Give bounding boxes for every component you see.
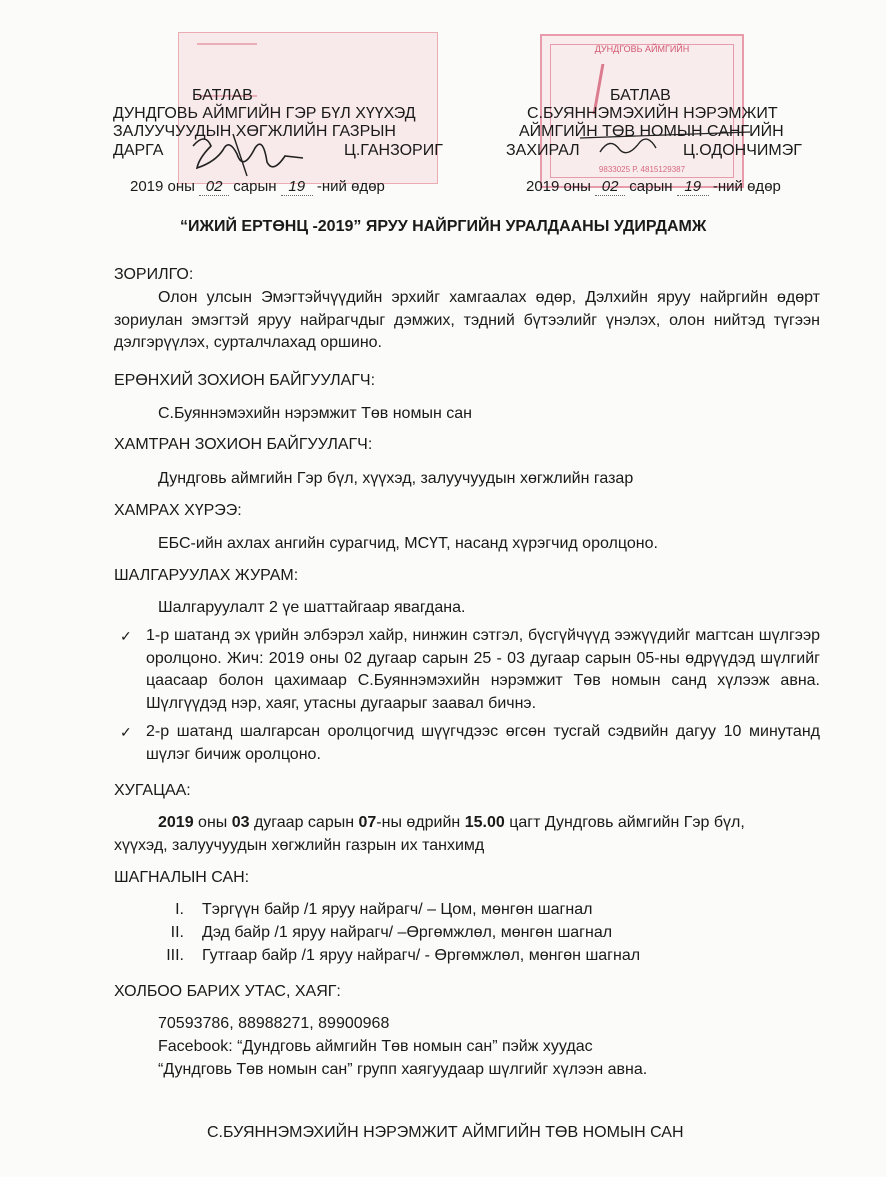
- selection-item-1: 1-р шатанд эх үрийн элбэрэл хайр, нинжин сэтгэл, бүсгүйчүүд ээжүүдийг магтсан шүлгээр оролцоно. Жич: 2019 оны 02 дугаар сарын 25 - 03 дугаар сарын 05-ны өдрүүдэд шүлгийг цаасаар болон цахимаар С.Буяннэмэхийн нэрэмжит Төв номын санд хүлээж авна. Шүлгүүдэд нэр, хаяг, утасны дугаарыг заавал бичнэ.: [146, 627, 820, 712]
- selection-intro: Шалгаруулалт 2 үе шаттайгаар явагдана.: [158, 599, 466, 616]
- document-title: “ИЖИЙ ЕРТӨНЦ -2019” ЯРУУ НАЙРГИЙН УРАЛДААНЫ УДИРДАМЖ: [180, 218, 707, 235]
- contact-group: “Дундговь Төв номын сан” групп хаягуудаар шүлгийг хүлээн авна.: [158, 1061, 648, 1078]
- approval-left-role: ДАРГА: [113, 142, 164, 159]
- stamp-text: ДУНДГОВЬ АЙМГИЙН: [594, 44, 690, 54]
- prize-item: I. Тэргүүн байр /1 яруу найрагч/ – Цом, мөнгөн шагнал: [175, 901, 593, 918]
- contact-heading: ХОЛБОО БАРИХ УТАС, ХАЯГ:: [114, 983, 341, 1000]
- approval-left-title: БАТЛАВ: [192, 87, 253, 104]
- approval-right-role: ЗАХИРАЛ: [506, 142, 580, 159]
- left-signature: [185, 128, 315, 180]
- selection-heading: ШАЛГАРУУЛАХ ЖУРАМ:: [114, 567, 299, 584]
- prize-item: II. Дэд байр /1 яруу найрагч/ –Өргөмжлөл, мөнгөн шагнал: [170, 924, 613, 941]
- time-heading: ХУГАЦАА:: [114, 782, 191, 799]
- checkmark-icon: ✓: [120, 628, 132, 644]
- co-organizer-heading: ХАМТРАН ЗОХИОН БАЙГУУЛАГЧ:: [114, 436, 373, 453]
- goal-text: Олон улсын Эмэгтэйчүүдийн эрхийг хамгаалах өдөр, Дэлхийн яруу найргийн өдөрт зориулан эмэгтэй яруу найрагчдыг дэмжих, тэдний бүтээлийг үнэлэх, олон нийтэд түгээн дэлгэрүүлэх, сурталчлахад оршино.: [114, 289, 820, 351]
- goal-heading: ЗОРИЛГО:: [114, 266, 194, 283]
- approval-right-name: Ц.ОДОНЧИМЭГ: [683, 142, 802, 159]
- approval-right-date: 2019 оны 02 сарын 19 -ний өдөр: [526, 178, 781, 195]
- approval-left-name: Ц.ГАНЗОРИГ: [344, 142, 443, 159]
- right-signature: [580, 122, 760, 162]
- co-organizer-text: Дундговь аймгийн Гэр бүл, хүүхэд, залуучуудын хөгжлийн газар: [158, 470, 634, 487]
- approval-right-line1: С.БУЯННЭМЭХИЙН НЭРЭМЖИТ: [527, 105, 778, 122]
- organizer-text: С.Буяннэмэхийн нэрэмжит Төв номын сан: [158, 405, 472, 422]
- selection-item-2: 2-р шатанд шалгарсан оролцогчид шүүгчдээс өгсөн тусгай сэдвийн дагуу 10 минутанд шүлэг бичиж оролцоно.: [146, 723, 820, 763]
- checkmark-icon: ✓: [120, 724, 132, 740]
- contact-facebook: Facebook: “Дундговь аймгийн Төв номын сан” пэйж хуудас: [158, 1038, 593, 1055]
- approval-right-title: БАТЛАВ: [610, 87, 671, 104]
- prize-item: III. Гутгаар байр /1 яруу найрагч/ - Өргөмжлөл, мөнгөн шагнал: [166, 947, 641, 964]
- time-line1: 2019 оны 03 дугаар сарын 07-ны өдрийн 15.00 цагт Дундговь аймгийн Гэр бүл,: [158, 814, 745, 831]
- time-line2: хүүхэд, залуучуудын хөгжлийн газрын их танхимд: [114, 837, 485, 854]
- approval-left-line1: ДУНДГОВЬ АЙМГИЙН ГЭР БҮЛ ХҮҮХЭД: [113, 105, 416, 122]
- footer-org: С.БУЯННЭМЭХИЙН НЭРЭМЖИТ АЙМГИЙН ТӨВ НОМЫН САН: [207, 1124, 684, 1141]
- stamp-number: 9833025 Р. 4815129387: [598, 165, 686, 174]
- approval-left-line2: ЗАЛУУЧУУДЫН ХӨГЖЛИЙН ГАЗРЫН: [113, 123, 396, 140]
- approval-right-line2: АЙМГИЙН ТӨВ НОМЫН САНГИЙН: [519, 123, 784, 140]
- scope-text: ЕБС-ийн ахлах ангийн сурагчид, МСҮТ, насанд хүрэгчид оролцоно.: [158, 535, 658, 552]
- prizes-heading: ШАГНАЛЫН САН:: [114, 869, 250, 886]
- approval-left-date: 2019 оны 02 сарын 19 -ний өдөр: [130, 178, 385, 195]
- contact-phones: 70593786, 88988271, 89900968: [158, 1015, 390, 1032]
- scope-heading: ХАМРАХ ХҮРЭЭ:: [114, 502, 242, 519]
- organizer-heading: ЕРӨНХИЙ ЗОХИОН БАЙГУУЛАГЧ:: [114, 372, 376, 389]
